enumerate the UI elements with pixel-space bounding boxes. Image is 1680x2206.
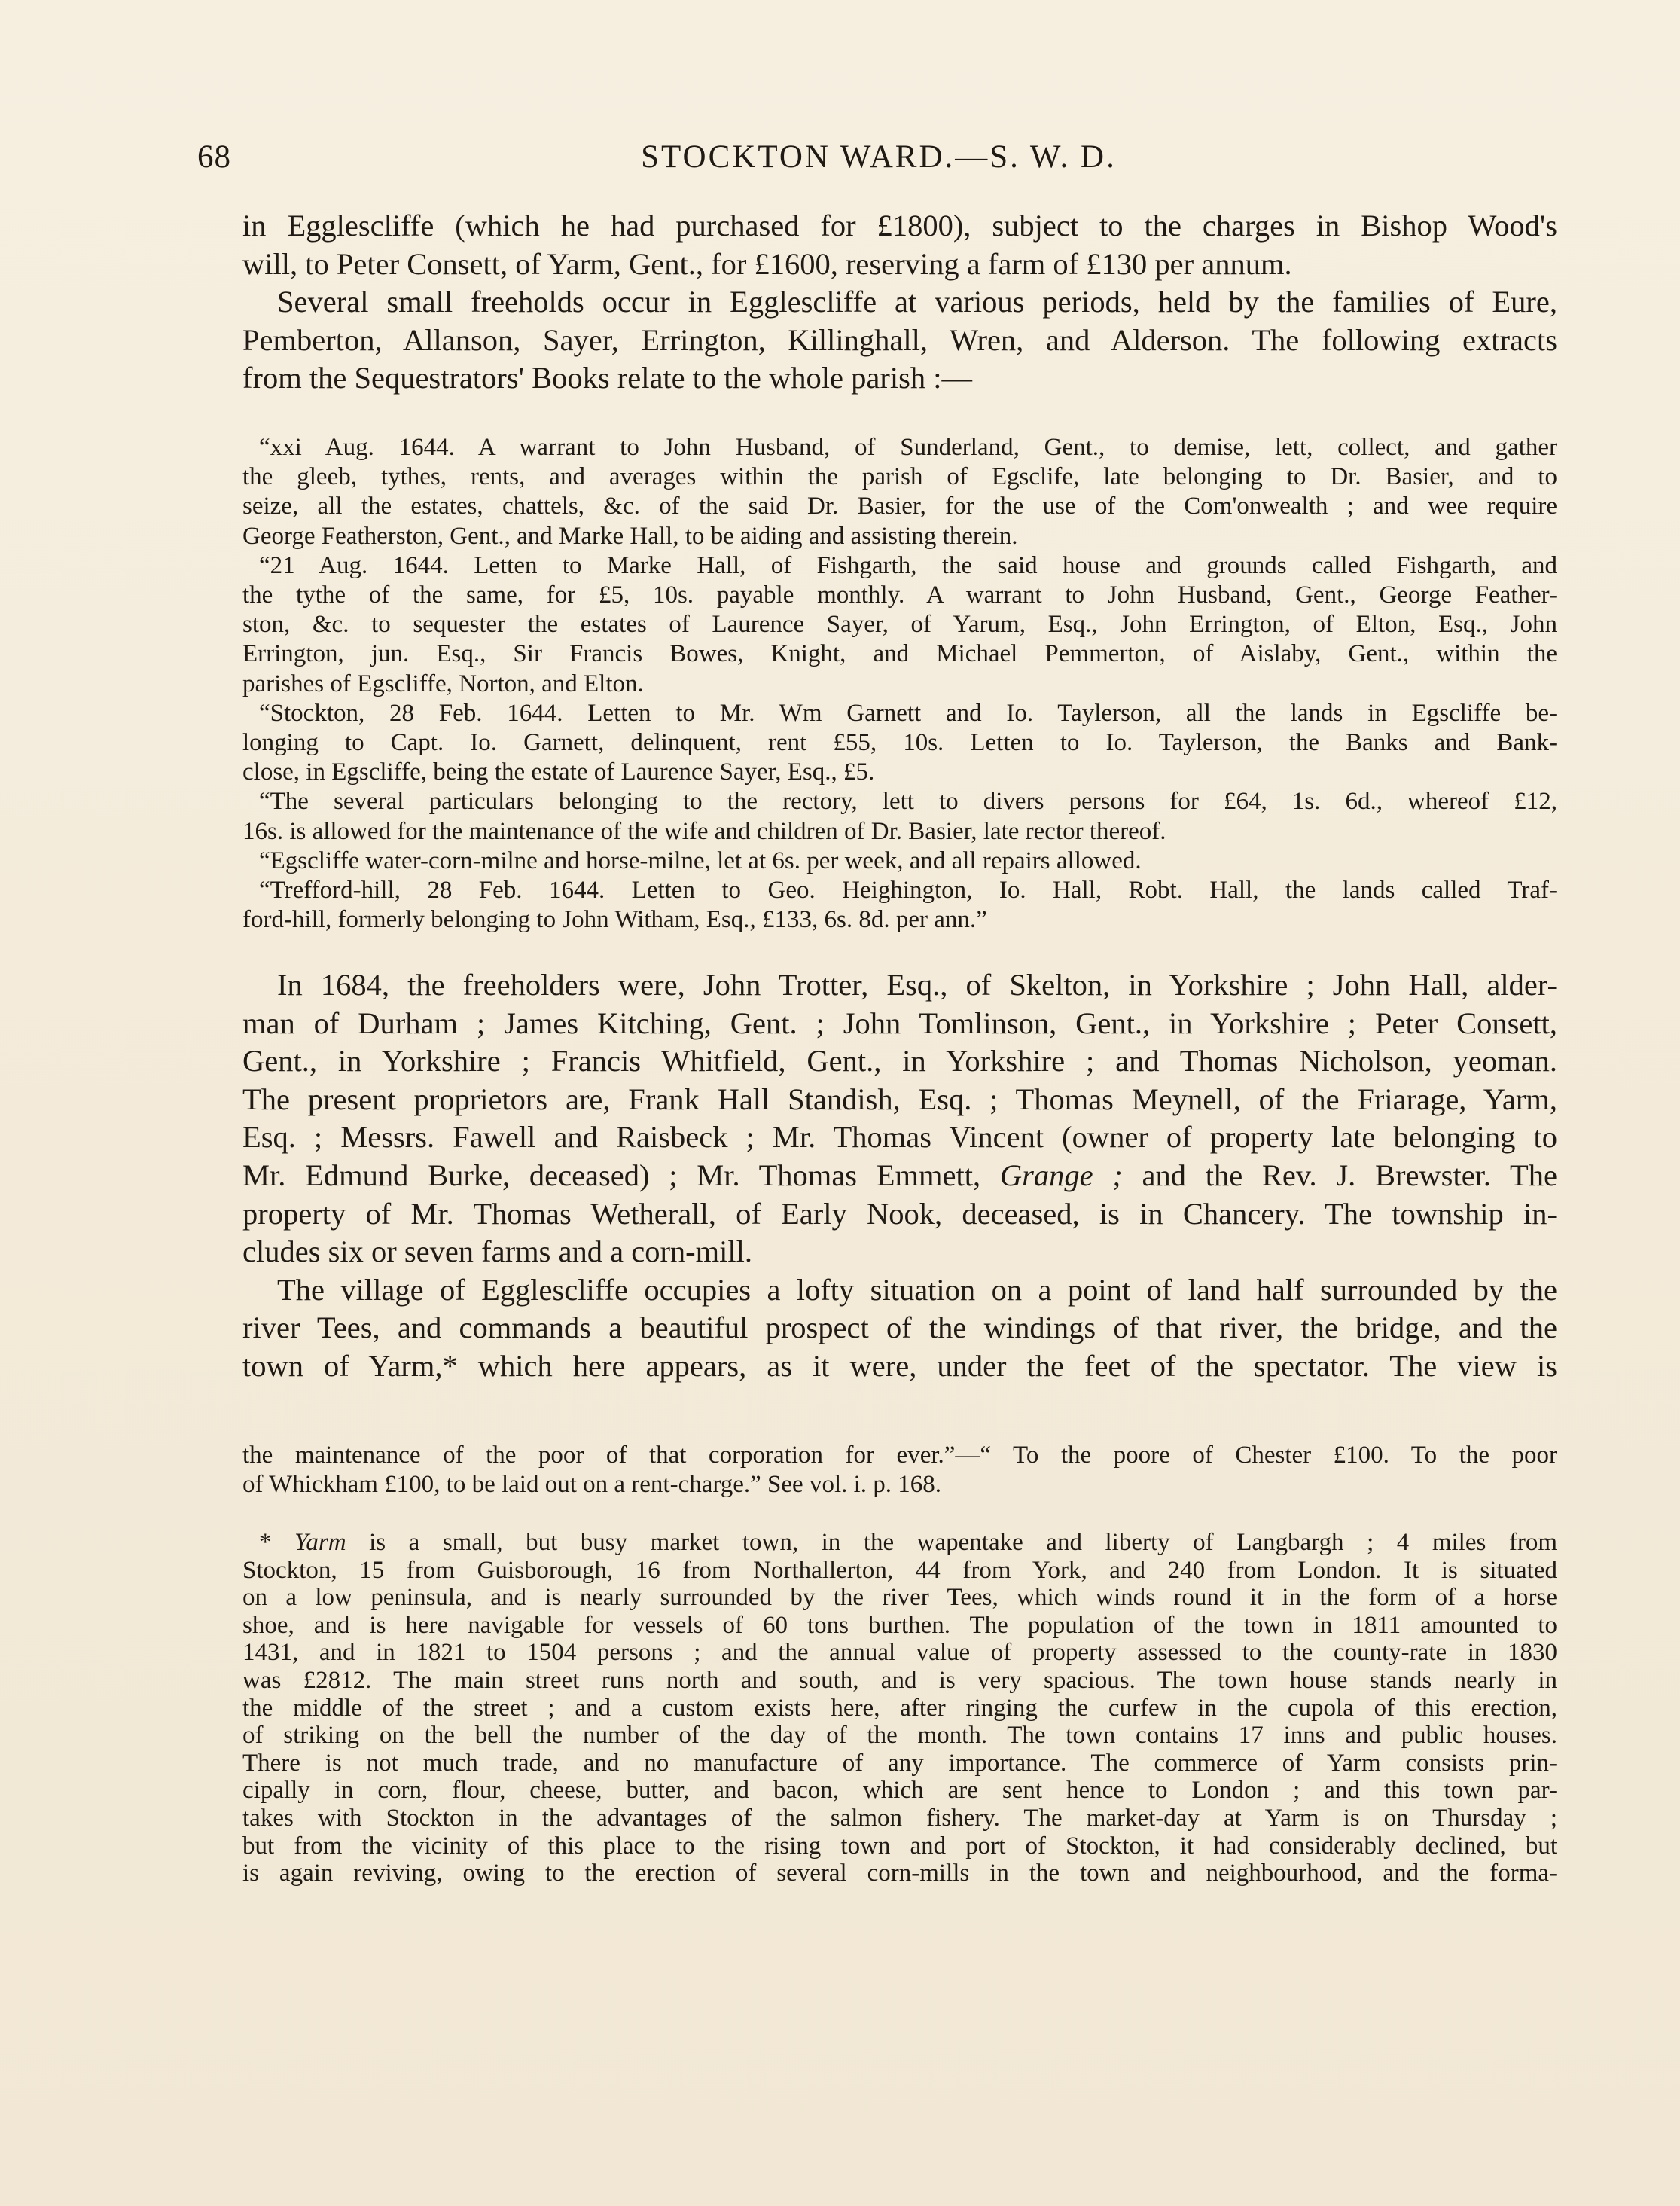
- quote-line: longing to Capt. Io. Garnett, delinquent, rent £55, 10s. Letten to Io. Taylerson, the Banks and Bank-: [242, 729, 1557, 757]
- text-line: Esq. ; Messrs. Fawell and Raisbeck ; Mr. Thomas Vincent (owner of property late belonging to: [242, 1120, 1557, 1155]
- quote-line: George Featherston, Gent., and Marke Hall, to be aiding and assisting therein.: [242, 522, 1018, 550]
- text-line: [242, 1157, 1557, 1195]
- text-fragment: is a small, but busy market town, in the wapentake and liberty of Langbargh ; 4 miles from: [346, 1529, 1557, 1556]
- footnote-line: but from the vicinity of this place to the rising town and port of Stockton, it had considerably declined, but: [242, 1832, 1557, 1860]
- quote-line: the gleeb, tythes, rents, and averages within the parish of Egsclife, late belonging to Dr. Basier, and to: [242, 463, 1557, 491]
- quote-line: “Trefford-hill, 28 Feb. 1644. Letten to Geo. Heighington, Io. Hall, Robt. Hall, the lands called Traf-: [259, 877, 1557, 905]
- footnote-line: the middle of the street ; and a custom exists here, after ringing the curfew in the cupola of this erection,: [242, 1694, 1557, 1722]
- text-line: river Tees, and commands a beautiful prospect of the windings of that river, the bridge, and the: [242, 1310, 1557, 1345]
- text-line: property of Mr. Thomas Wetherall, of Early Nook, deceased, is in Chancery. The township in-: [242, 1196, 1557, 1231]
- footnote-line: takes with Stockton in the advantages of the salmon fishery. The market-day at Yarm is on Thursday ;: [242, 1804, 1557, 1832]
- text-line: The village of Egglescliffe occupies a lofty situation on a point of land half surrounded by the: [277, 1272, 1557, 1307]
- italic-fragment: Grange ;: [999, 1158, 1123, 1192]
- text-fragment: Mr. Edmund Burke, deceased) ; Mr. Thomas Emmett,: [242, 1158, 1000, 1192]
- text-fragment: and the Rev. J. Brewster. The: [1122, 1158, 1557, 1192]
- footnote-line: Stockton, 15 from Guisborough, 16 from Northallerton, 44 from York, and 240 from London. It is situated: [242, 1556, 1557, 1584]
- quote-line: ford-hill, formerly belonging to John Witham, Esq., £133, 6s. 8d. per ann.”: [242, 906, 987, 934]
- text-line: from the Sequestrators' Books relate to the whole parish :—: [242, 361, 972, 395]
- text-line: Several small freeholds occur in Egglescliffe at various periods, held by the families of Eure,: [277, 285, 1557, 319]
- footnote-marker: *: [259, 1529, 295, 1556]
- footnote-continuation: [242, 1441, 1557, 1500]
- running-head: STOCKTON WARD.—S. W. D.: [641, 139, 1117, 175]
- quote-line: close, in Egscliffe, being the estate of Laurence Sayer, Esq., £5.: [242, 758, 875, 786]
- text-line: man of Durham ; James Kitching, Gent. ; John Tomlinson, Gent., in Yorkshire ; Peter Consett,: [242, 1005, 1557, 1040]
- text-line: In 1684, the freeholders were, John Trotter, Esq., of Skelton, in Yorkshire ; John Hall, alder-: [277, 968, 1557, 1002]
- quote-line: the tythe of the same, for £5, 10s. payable monthly. A warrant to John Husband, Gent., George Feather-: [242, 581, 1557, 609]
- quote-line: seize, all the estates, chattels, &c. of the said Dr. Basier, for the use of the Com'onwealth ; and wee require: [242, 493, 1557, 520]
- quote-line: “Stockton, 28 Feb. 1644. Letten to Mr. Wm Garnett and Io. Taylerson, all the lands in Egscliffe be-: [259, 699, 1557, 727]
- page-header: [197, 134, 1560, 187]
- paragraph-2: [242, 966, 1557, 1386]
- quote-line: parishes of Egscliffe, Norton, and Elton.: [242, 670, 644, 697]
- quote-line: 16s. is allowed for the maintenance of the wife and children of Dr. Basier, late rector thereof.: [242, 817, 1166, 845]
- quote-line: Errington, jun. Esq., Sir Francis Bowes, Knight, and Michael Pemmerton, of Aislaby, Gent., within the: [242, 640, 1557, 668]
- text-line: in Egglescliffe (which he had purchased for £1800), subject to the charges in Bishop Wood's: [242, 209, 1557, 243]
- footnote-line: the maintenance of the poor of that corporation for ever.”—“ To the poore of Chester £100. To the poor: [242, 1442, 1557, 1469]
- footnote-yarm: [242, 1529, 1557, 1887]
- footnote-line: was £2812. The main street runs north and south, and is very spacious. The town house stands nearly in: [242, 1666, 1557, 1694]
- text-line: Gent., in Yorkshire ; Francis Whitfield, Gent., in Yorkshire ; and Thomas Nicholson, yeoman.: [242, 1044, 1557, 1079]
- quote-line: “21 Aug. 1644. Letten to Marke Hall, of Fishgarth, the said house and grounds called Fishgarth, and: [259, 551, 1557, 579]
- quote-line: “Egscliffe water-corn-milne and horse-milne, let at 6s. per week, and all repairs allowed.: [259, 847, 1142, 874]
- quote-line: “The several particulars belonging to the rectory, lett to divers persons for £64, 1s. 6d., whereof £12,: [259, 788, 1557, 816]
- quote-line: ston, &c. to sequester the estates of Laurence Sayer, of Yarum, Esq., John Errington, of Elton, Esq., John: [242, 611, 1557, 639]
- quote-line: “xxi Aug. 1644. A warrant to John Husband, of Sunderland, Gent., to demise, lett, collect, and gather: [259, 434, 1557, 461]
- footnote-line: [242, 1529, 1557, 1557]
- footnote-line: of striking on the bell the number of the day of the month. The town contains 17 inns and public houses.: [242, 1722, 1557, 1750]
- text-line: The present proprietors are, Frank Hall Standish, Esq. ; Thomas Meynell, of the Friarage, Yarm,: [242, 1082, 1557, 1116]
- footnote-line: on a low peninsula, and is nearly surrounded by the river Tees, which winds round it in the form of a horse: [242, 1584, 1557, 1612]
- footnote-line: shoe, and is here navigable for vessels of 60 tons burthen. The population of the town in 1811 amounted to: [242, 1611, 1557, 1639]
- text-line: cludes six or seven farms and a corn-mill.: [242, 1234, 753, 1269]
- paragraph-1: [242, 207, 1557, 398]
- footnote-line: of Whickham £100, to be laid out on a rent-charge.” See vol. i. p. 168.: [242, 1471, 942, 1498]
- text-line: will, to Peter Consett, of Yarm, Gent., for £1600, reserving a farm of £130 per annum.: [242, 246, 1292, 281]
- text-line: Pemberton, Allanson, Sayer, Errington, Killinghall, Wren, and Alderson. The following extracts: [242, 322, 1557, 357]
- italic-fragment: Yarm: [294, 1529, 346, 1556]
- footnote-line: is again reviving, owing to the erection of several corn-mills in the town and neighbourhood, and the forma-: [242, 1860, 1557, 1887]
- page-number: 68: [197, 139, 231, 175]
- sequestrators-quotation: [242, 433, 1557, 935]
- footnote-line: There is not much trade, and no manufacture of any importance. The commerce of Yarm consists prin-: [242, 1749, 1557, 1777]
- footnote-line: cipally in corn, flour, cheese, butter, and bacon, which are sent hence to London ; and this town par-: [242, 1777, 1557, 1805]
- footnote-line: 1431, and in 1821 to 1504 persons ; and the annual value of property assessed to the county-rate in 1830: [242, 1639, 1557, 1667]
- text-line: town of Yarm,* which here appears, as it were, under the feet of the spectator. The view is: [242, 1348, 1557, 1383]
